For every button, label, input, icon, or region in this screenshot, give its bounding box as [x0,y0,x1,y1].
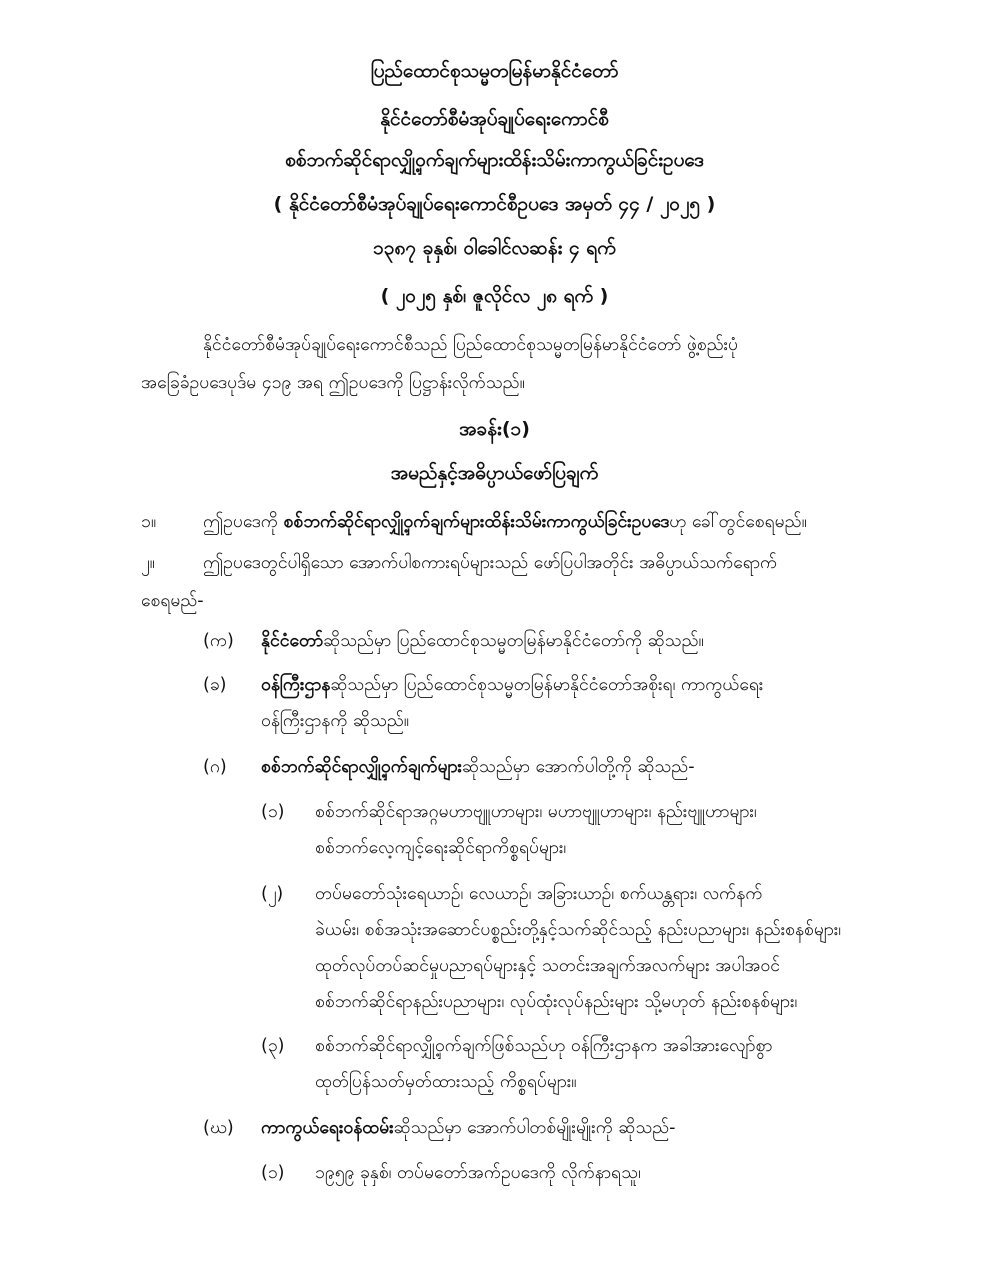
section-2-line-1: ဤဥပဒေတွင်ပါရှိသော အောက်ပါစကားရပ်များသည် ဖော်ပြပါအတိုင်း အဓိပ္ပာယ်သက်ရောက် [203,553,778,573]
preamble-line-2: အခြေခံဥပဒေပုဒ်မ ၄၁၉ အရ ဤဥပဒေကို ပြဋ္ဌာန်းလိုက်သည်။ [141,373,525,393]
sub-ga-2-label: (၂) [261,884,284,904]
law-number: ( နိုင်ငံတော်စီမံအုပ်ချုပ်ရေးကောင်စီဥပဒေ အမှတ် ၄၄ / ၂၀၂၅ ) [273,193,716,215]
clause-ga-text [261,753,695,781]
law-title: စစ်ဘက်ဆိုင်ရာလျှို့ဝှက်ချက်များထိန်းသိမ်းကာကွယ်ခြင်းဥပဒေ [285,149,704,171]
clause-gha-term: ကာကွယ်ရေးဝန်ထမ်း [261,1118,394,1138]
clause-gha-text [261,1114,675,1142]
clause-ga-term: စစ်ဘက်ဆိုင်ရာလျှို့ဝှက်ချက်များ [261,757,462,777]
sub-gha-1-label: (၁) [261,1163,285,1183]
clause-kha-label: (ခ) [203,675,227,695]
gregorian-date: ( ၂၀၂၅ နှစ်၊ ဇူလိုင်လ ၂၈ ရက် ) [380,285,609,307]
clause-gha-label: (ဃ) [203,1118,234,1138]
section-1-post: ဟု ခေါ်တွင်စေရမည်။ [669,512,807,532]
sub-ga-3-label: (၃) [261,1036,285,1056]
section-1-text [203,508,807,536]
clause-kha-definition: ဆိုသည်မှာ ပြည်ထောင်စုသမ္မတမြန်မာနိုင်ငံတော်အစိုးရ၊ ကာကွယ်ရေး [330,675,764,695]
section-2-line-2: စေရမည်- [141,591,204,611]
sub-ga-2-line-1: တပ်မတော်သုံးရေယာဉ်၊ လေယာဉ်၊ အခြားယာဉ်၊ စက်ယန္တရား၊ လက်နက် [315,884,763,904]
chapter-title: အခန်း(၁) [459,418,530,440]
clause-kha-term: ဝန်ကြီးဌာန [261,675,331,695]
sub-ga-1-line-2: စစ်ဘက်လေ့ကျင့်ရေးဆိုင်ရာကိစ္စရပ်များ၊ [315,838,567,858]
preamble-line-1: နိုင်ငံတော်စီမံအုပ်ချုပ်ရေးကောင်စီသည် ပြည်ထောင်စုသမ္မတမြန်မာနိုင်ငံတော် ဖွဲ့စည်းပုံ [203,335,739,355]
clause-kha-text-2: ဝန်ကြီးဌာနကို ဆိုသည်။ [261,711,410,731]
clause-gha-definition: ဆိုသည်မှာ အောက်ပါတစ်မျိုးမျိုးကို ဆိုသည်- [393,1118,676,1138]
sub-ga-1-label: (၁) [261,802,285,822]
clause-ka-label: (က) [203,631,234,651]
sub-ga-2-line-2: ခဲယမ်း၊ စစ်အသုံးအဆောင်ပစ္စည်းတို့နှင့်သက်ဆိုင်သည့် နည်းပညာများ၊ နည်းစနစ်များ၊ [315,920,842,940]
sub-gha-1-line-1: ၁၉၅၉ ခုနှစ်၊ တပ်မတော်အက်ဥပဒေကို လိုက်နာရသူ၊ [315,1163,641,1183]
section-2-number: ၂။ [141,553,155,573]
chapter-subtitle: အမည်နှင့်အဓိပ္ပာယ်ဖော်ပြချက် [390,462,599,484]
section-1-pre: ဤဥပဒေကို [203,512,284,532]
header-council: နိုင်ငံတော်စီမံအုပ်ချုပ်ရေးကောင်စီ [380,108,609,130]
myanmar-date: ၁၃၈၇ ခုနှစ်၊ ဝါခေါင်လဆန်း ၄ ရက် [373,237,616,259]
sub-ga-2-line-3: ထုတ်လုပ်တပ်ဆင်မှုပညာရပ်များနှင့် သတင်းအချက်အလက်များ အပါအဝင် [315,956,780,976]
clause-ka-term: နိုင်ငံတော် [261,631,324,651]
clause-ga-definition: ဆိုသည်မှာ အောက်ပါတို့ကို ဆိုသည်- [462,757,695,777]
section-1-number: ၁။ [141,512,157,532]
clause-ka-definition: ဆိုသည်မှာ ပြည်ထောင်စုသမ္မတမြန်မာနိုင်ငံတော်ကို ဆိုသည်။ [323,631,704,651]
section-1-law-name: စစ်ဘက်ဆိုင်ရာလျှို့ဝှက်ချက်များထိန်းသိမ်းကာကွယ်ခြင်းဥပဒေ [283,512,670,532]
header-country: ပြည်ထောင်စုသမ္မတမြန်မာနိုင်ငံတော် [370,60,619,82]
clause-ga-label: (ဂ) [203,757,227,777]
sub-ga-3-line-1: စစ်ဘက်ဆိုင်ရာလျှို့ဝှက်ချက်ဖြစ်သည်ဟု ဝန်ကြီးဌာနက အခါအားလျော်စွာ [315,1036,773,1056]
sub-ga-2-line-4: စစ်ဘက်ဆိုင်ရာနည်းပညာများ၊ လုပ်ထုံးလုပ်နည်းများ သို့မဟုတ် နည်းစနစ်များ၊ [315,992,798,1012]
sub-ga-1-line-1: စစ်ဘက်ဆိုင်ရာအဂ္ဂမဟာဗျူဟာများ၊ မဟာဗျူဟာများ၊ နည်းဗျူဟာများ၊ [315,802,757,822]
sub-ga-3-line-2: ထုတ်ပြန်သတ်မှတ်ထားသည့် ကိစ္စရပ်များ။ [315,1072,577,1092]
clause-kha-text-1 [261,671,763,699]
clause-ka-text [261,627,704,655]
